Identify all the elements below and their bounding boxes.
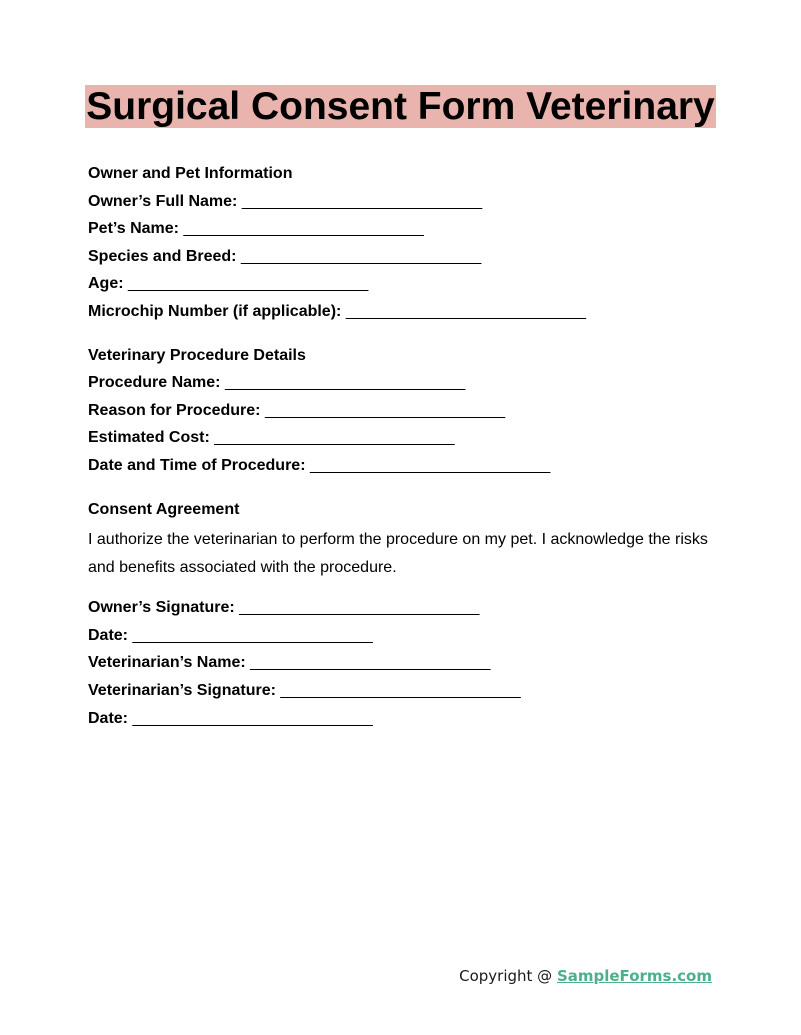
field-label: Pet’s Name: (88, 220, 179, 238)
copyright-footer (459, 965, 712, 987)
consent-text: I authorize the veterinarian to perform the procedure on my pet. I acknowledge the risks and benefits associated with the procedure. (88, 531, 708, 576)
form-field (88, 708, 718, 736)
signature-section (88, 597, 718, 735)
field-blank: ___________________________ (250, 654, 491, 672)
section-heading: Veterinary Procedure Details (88, 346, 306, 364)
form-field (88, 372, 718, 400)
form-field (88, 652, 718, 680)
field-blank: ___________________________ (224, 374, 466, 392)
form-field (88, 246, 718, 274)
document-title: Surgical Consent Form Veterinary (86, 85, 715, 128)
copyright-prefix: Copyright @ (459, 967, 557, 985)
form-field (88, 427, 718, 455)
field-label: Procedure Name: (88, 374, 221, 392)
section-spacer (88, 483, 718, 499)
form-field (88, 680, 718, 708)
field-blank: ___________________________ (345, 302, 587, 320)
section-spacer (88, 581, 718, 597)
field-label: Estimated Cost: (88, 429, 210, 447)
form-content (88, 163, 718, 735)
form-field (88, 218, 718, 246)
field-label: Veterinarian’s Name: (88, 654, 246, 672)
field-blank: ___________________________ (264, 401, 506, 419)
field-label: Owner’s Full Name: (88, 192, 238, 210)
field-blank: ___________________________ (309, 456, 551, 474)
field-label: Reason for Procedure: (88, 401, 261, 419)
field-blank: ___________________________ (240, 247, 482, 265)
field-label: Owner’s Signature: (88, 599, 235, 617)
form-field (88, 455, 718, 483)
consent-section (88, 499, 718, 582)
field-label: Veterinarian’s Signature: (88, 681, 276, 699)
form-field (88, 400, 718, 428)
section-spacer (88, 329, 718, 345)
form-field (88, 191, 718, 219)
field-blank: ___________________________ (214, 429, 455, 447)
field-label: Age: (88, 275, 124, 293)
field-label: Microchip Number (if applicable): (88, 302, 342, 320)
title-wrapper (0, 85, 801, 128)
field-label: Date: (88, 709, 129, 727)
brand-link[interactable]: SampleForms.com (556, 967, 712, 985)
field-blank: ___________________________ (241, 192, 483, 210)
field-blank: ___________________________ (128, 275, 369, 293)
field-label: Date: (88, 626, 129, 644)
form-field (88, 301, 718, 329)
form-field (88, 273, 718, 301)
field-blank: ___________________________ (132, 709, 373, 727)
field-blank: ___________________________ (183, 220, 424, 238)
field-blank: ___________________________ (280, 681, 521, 699)
field-label: Species and Breed: (88, 247, 237, 265)
section-heading: Owner and Pet Information (88, 165, 293, 182)
section-heading: Consent Agreement (88, 500, 240, 518)
field-blank: ___________________________ (132, 626, 373, 644)
field-blank: ___________________________ (239, 599, 480, 617)
procedure-section (88, 345, 718, 483)
owner-pet-section (88, 163, 718, 329)
field-label: Date and Time of Procedure: (88, 456, 306, 474)
form-field (88, 597, 718, 625)
form-field (88, 625, 718, 653)
